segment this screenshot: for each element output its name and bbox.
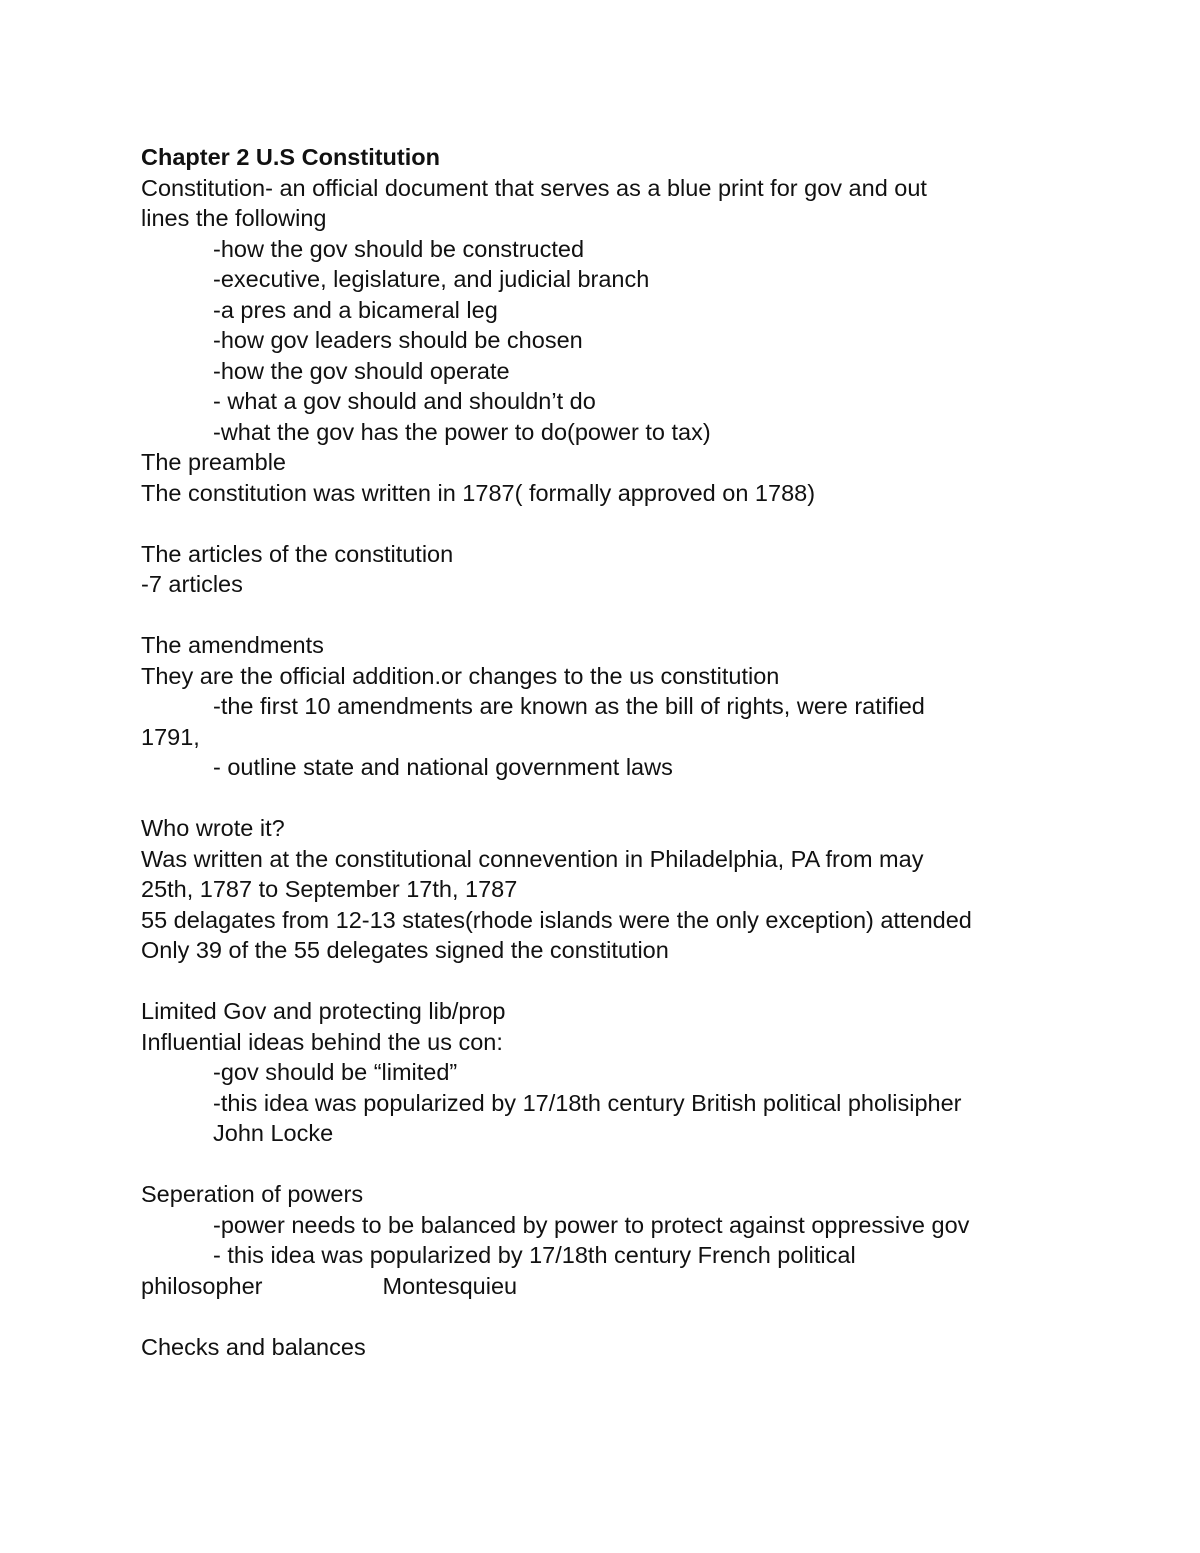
written-line: The constitution was written in 1787( formally approved on 1788) [141,479,816,506]
limited-intro: Influential ideas behind the us con: [141,1028,503,1055]
amendments-heading: The amendments [141,632,324,658]
limited-item: -gov should be “limited” [213,1059,458,1085]
blank-line [141,1301,1071,1332]
separation-philosopher-label: philosopher [141,1272,263,1299]
separation-item: - this idea was popularized by 17/18th century French political [213,1242,856,1268]
who-line: Only 39 of the 55 delegates signed the constitution [141,937,669,963]
definition-line: lines the following [141,205,327,231]
preamble-heading: The preamble [141,449,286,475]
blank-line [141,508,1071,539]
outline-item: -how gov leaders should be chosen [213,327,583,353]
outline-item: -executive, legislature, and judicial branch [213,266,650,292]
separation-item: -power needs to be balanced by power to protect against oppressive gov [213,1211,970,1238]
outline-item: - what a gov should and shouldn’t do [213,388,596,414]
who-line: 25th, 1787 to September 17th, 1787 [141,876,518,902]
page-title: Chapter 2 U.S Constitution [141,144,440,170]
definition-line: Constitution- an official document that serves as a blue print for gov and out [141,174,927,201]
blank-line [141,600,1071,631]
blank-line [141,783,1071,814]
limited-item: John Locke [213,1120,334,1146]
outline-item: -what the gov has the power to do(power to tax) [213,418,711,445]
outline-item: -how the gov should be constructed [213,235,585,262]
outline-item: -a pres and a bicameral leg [213,296,498,323]
who-line: Was written at the constitutional connevention in Philadelphia, PA from may [141,845,924,872]
limited-item: -this idea was popularized by 17/18th century British political pholisipher [213,1089,962,1116]
who-heading: Who wrote it? [141,815,285,841]
amendments-item-continued: 1791, [141,723,200,750]
separation-heading: Seperation of powers [141,1181,364,1207]
checks-heading: Checks and balances [141,1333,366,1360]
articles-count: -7 articles [141,571,243,597]
separation-item-continued [141,1271,1071,1302]
amendments-item: - outline state and national government laws [213,754,673,780]
outline-item: -how the gov should operate [213,357,510,384]
blank-line [141,1149,1071,1180]
amendments-definition: They are the official addition.or changes to the us constitution [141,662,780,689]
limited-heading: Limited Gov and protecting lib/prop [141,998,506,1024]
articles-heading: The articles of the constitution [141,540,454,567]
amendments-item: -the first 10 amendments are known as the bill of rights, were ratified [213,693,925,719]
blank-line [141,966,1071,997]
document-body [141,142,1071,1362]
who-line: 55 delagates from 12-13 states(rhode islands were the only exception) attended [141,906,972,933]
separation-philosopher-name: Montesquieu [382,1272,518,1299]
